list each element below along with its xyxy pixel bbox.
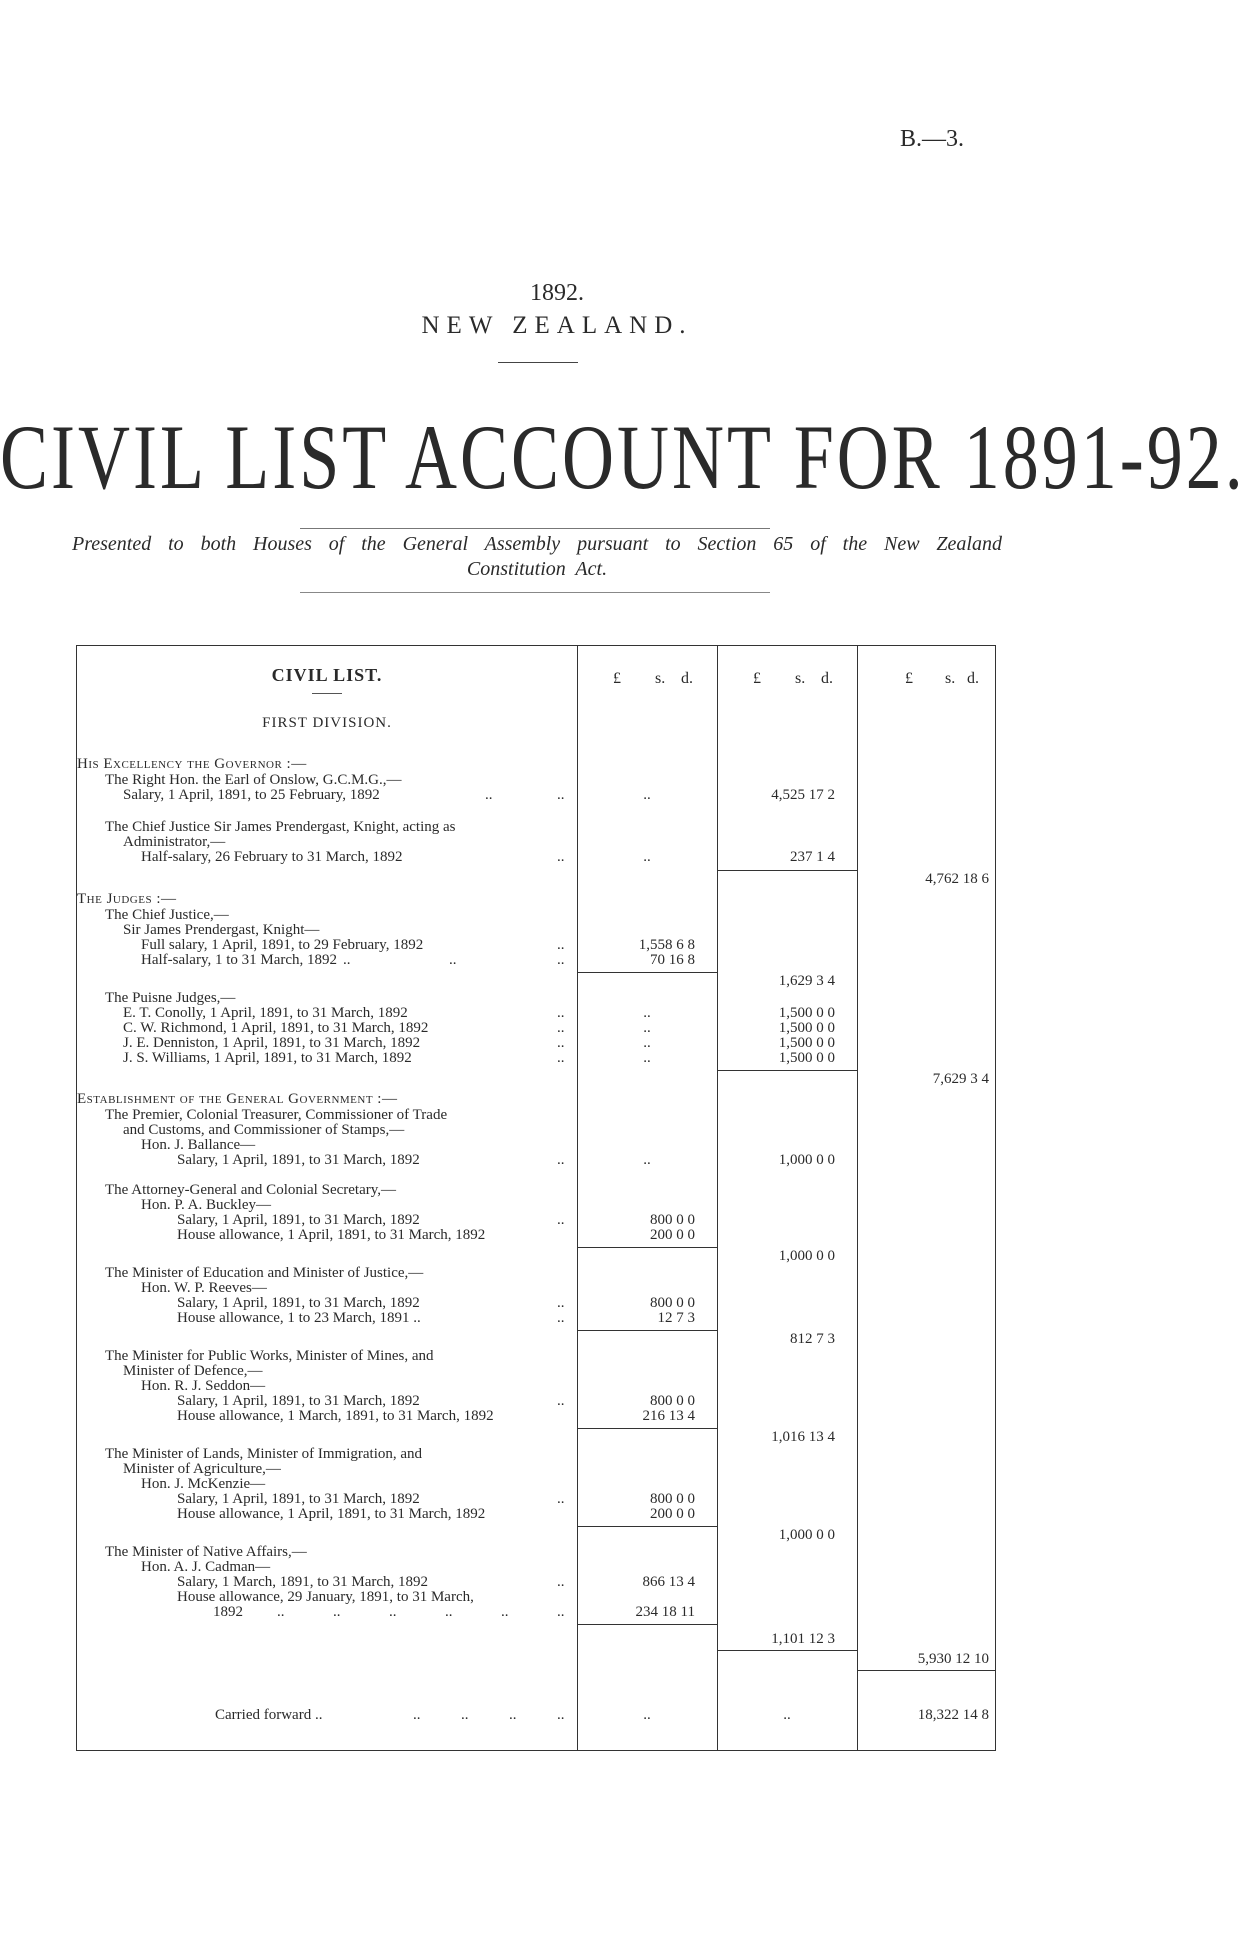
amount-total: 7,629 3 4 xyxy=(932,1071,989,1087)
entry-text: C. W. Richmond, 1 April, 1891, to 31 March, 1892 xyxy=(123,1020,429,1036)
sum-rule xyxy=(577,972,717,973)
leader-dots: .. xyxy=(557,1707,565,1723)
leader-dots: .. xyxy=(557,1005,565,1021)
entry-text: Half-salary, 1 to 31 March, 1892 xyxy=(141,952,338,968)
amount: 866 13 4 xyxy=(642,1574,695,1590)
amount: 812 7 3 xyxy=(790,1331,835,1347)
leader-dots: .. xyxy=(557,1491,565,1507)
leader-dots: .. xyxy=(643,1005,651,1021)
sum-rule xyxy=(577,1428,717,1429)
leader-dots: .. xyxy=(389,1604,397,1620)
section-heading: His Excellency the Governor :— xyxy=(77,756,307,772)
entry-text: House allowance, 29 January, 1891, to 31 March, xyxy=(177,1589,474,1605)
entry-text: The Minister of Education and Minister of Justice,— xyxy=(105,1265,424,1281)
amount: 1,500 0 0 xyxy=(778,1020,835,1036)
leader-dots: .. xyxy=(557,1310,565,1326)
amount: 234 18 11 xyxy=(635,1604,695,1620)
col-header-pounds: £ xyxy=(905,670,913,687)
leader-dots: .. xyxy=(557,1212,565,1228)
amount-total: 5,930 12 10 xyxy=(917,1651,989,1667)
carried-forward-label: Carried forward .. xyxy=(215,1707,323,1723)
entry-text: J. E. Denniston, 1 April, 1891, to 31 March, 1892 xyxy=(123,1035,421,1051)
amount: 1,101 12 3 xyxy=(771,1631,835,1647)
amount: 1,000 0 0 xyxy=(778,1527,835,1543)
presented-note: Presented to both Houses of the General Assembly pursuant to Section 65 of the New Zealand Constitution Act. xyxy=(72,533,1002,580)
amount: 200 0 0 xyxy=(650,1227,695,1243)
entry-text: and Customs, and Commissioner of Stamps,— xyxy=(123,1122,405,1138)
sum-rule xyxy=(717,1650,857,1651)
leader-dots: .. xyxy=(413,1707,421,1723)
amount: 1,500 0 0 xyxy=(778,1005,835,1021)
leader-dots: .. xyxy=(783,1707,791,1723)
sum-rule xyxy=(717,1070,857,1071)
col-header-pounds: £ xyxy=(613,670,621,687)
entry-text: Salary, 1 April, 1891, to 31 March, 1892 xyxy=(177,1152,420,1168)
amount: 1,629 3 4 xyxy=(778,973,835,989)
leader-dots: .. xyxy=(643,787,651,803)
amount: 1,000 0 0 xyxy=(778,1152,835,1168)
leader-dots: .. xyxy=(557,1050,565,1066)
entry-text: Salary, 1 April, 1891, to 31 March, 1892 xyxy=(177,1393,420,1409)
leader-dots: .. xyxy=(643,1050,651,1066)
entry-text: Sir James Prendergast, Knight— xyxy=(123,922,320,938)
amount-carried-forward: 18,322 14 8 xyxy=(917,1707,989,1723)
col-header-shillings: s. xyxy=(945,670,956,687)
leader-dots: .. xyxy=(557,1152,565,1168)
entry-text: The Chief Justice Sir James Prendergast, Knight, acting as xyxy=(105,819,456,835)
entry-text: Salary, 1 March, 1891, to 31 March, 1892 xyxy=(177,1574,429,1590)
entry-text: The Minister of Native Affairs,— xyxy=(105,1544,307,1560)
leader-dots: .. xyxy=(485,787,493,803)
leader-dots: .. xyxy=(557,1393,565,1409)
leader-dots: .. xyxy=(557,937,565,953)
page-title: CIVIL LIST ACCOUNT FOR 1891-92. xyxy=(0,406,1246,509)
entry-text: Hon. R. J. Seddon— xyxy=(141,1378,266,1394)
sum-rule xyxy=(577,1330,717,1331)
entry-text: Salary, 1 April, 1891, to 31 March, 1892 xyxy=(177,1295,420,1311)
col-header-shillings: s. xyxy=(655,670,666,687)
entry-text: The Right Hon. the Earl of Onslow, G.C.M.G.,— xyxy=(105,772,402,788)
divider xyxy=(300,592,770,593)
entry-text: The Puisne Judges,— xyxy=(105,990,236,1006)
leader-dots: .. xyxy=(557,1604,565,1620)
leader-dots: .. xyxy=(445,1604,453,1620)
amount: 1,016 13 4 xyxy=(771,1429,835,1445)
leader-dots: .. xyxy=(643,1707,651,1723)
entry-text: Hon. P. A. Buckley— xyxy=(141,1197,272,1213)
entry-text: 1892 xyxy=(213,1604,243,1620)
col-header-pounds: £ xyxy=(753,670,761,687)
sum-rule xyxy=(577,1624,717,1625)
entry-text: Salary, 1 April, 1891, to 31 March, 1892 xyxy=(177,1491,420,1507)
divider xyxy=(312,693,342,694)
leader-dots: .. xyxy=(643,1035,651,1051)
leader-dots: .. xyxy=(643,849,651,865)
country-name: NEW ZEALAND. xyxy=(421,312,693,339)
leader-dots: .. xyxy=(509,1707,517,1723)
entry-text: Minister of Defence,— xyxy=(123,1363,263,1379)
amount: 1,000 0 0 xyxy=(778,1248,835,1264)
col-header-pence: d. xyxy=(967,670,979,687)
leader-dots: .. xyxy=(501,1604,509,1620)
division-heading: FIRST DIVISION. xyxy=(262,715,392,731)
entry-text: Hon. J. Ballance— xyxy=(141,1137,256,1153)
divider xyxy=(300,528,770,529)
sum-rule xyxy=(857,1670,995,1671)
document-year: 1892. xyxy=(530,280,584,306)
leader-dots: .. xyxy=(643,1020,651,1036)
entry-text: Administrator,— xyxy=(123,834,226,850)
leader-dots: .. xyxy=(557,787,565,803)
entry-text: The Chief Justice,— xyxy=(105,907,229,923)
leader-dots: .. xyxy=(461,1707,469,1723)
sum-rule xyxy=(577,1526,717,1527)
leader-dots: .. xyxy=(333,1604,341,1620)
amount: 4,525 17 2 xyxy=(771,787,835,803)
document-reference: B.—3. xyxy=(900,126,965,152)
leader-dots: .. xyxy=(643,1152,651,1168)
amount-total: 4,762 18 6 xyxy=(925,871,989,887)
leader-dots: .. xyxy=(277,1604,285,1620)
entry-text: House allowance, 1 March, 1891, to 31 March, 1892 xyxy=(177,1408,494,1424)
entry-text: Salary, 1 April, 1891, to 31 March, 1892 xyxy=(177,1212,420,1228)
column-divider xyxy=(717,646,718,1750)
leader-dots: .. xyxy=(557,952,565,968)
amount: 200 0 0 xyxy=(650,1506,695,1522)
entry-text: The Premier, Colonial Treasurer, Commissioner of Trade xyxy=(105,1107,448,1123)
entry-text: House allowance, 1 April, 1891, to 31 March, 1892 xyxy=(177,1506,486,1522)
amount: 237 1 4 xyxy=(790,849,835,865)
entry-text: J. S. Williams, 1 April, 1891, to 31 March, 1892 xyxy=(123,1050,412,1066)
amount: 800 0 0 xyxy=(650,1491,695,1507)
section-heading: The Judges :— xyxy=(77,891,177,907)
leader-dots: .. xyxy=(557,1295,565,1311)
entry-text: Half-salary, 26 February to 31 March, 1892 xyxy=(141,849,403,865)
leader-dots: .. xyxy=(557,1020,565,1036)
entry-text: Full salary, 1 April, 1891, to 29 February, 1892 xyxy=(141,937,424,953)
col-header-shillings: s. xyxy=(795,670,806,687)
leader-dots: .. xyxy=(557,1574,565,1590)
amount: 800 0 0 xyxy=(650,1212,695,1228)
entry-text: The Attorney-General and Colonial Secretary,— xyxy=(105,1182,397,1198)
leader-dots: .. xyxy=(557,849,565,865)
amount: 1,500 0 0 xyxy=(778,1035,835,1051)
amount: 70 16 8 xyxy=(650,952,695,968)
amount: 1,558 6 8 xyxy=(638,937,695,953)
entry-text: Salary, 1 April, 1891, to 25 February, 1892 xyxy=(123,787,380,803)
col-header-pence: d. xyxy=(821,670,833,687)
entry-text: Minister of Agriculture,— xyxy=(123,1461,281,1477)
entry-text: Hon. W. P. Reeves— xyxy=(141,1280,267,1296)
column-divider xyxy=(857,646,858,1750)
entry-text: E. T. Conolly, 1 April, 1891, to 31 March, 1892 xyxy=(123,1005,408,1021)
amount: 216 13 4 xyxy=(642,1408,695,1424)
entry-text: The Minister of Lands, Minister of Immigration, and xyxy=(105,1446,423,1462)
leader-dots: .. xyxy=(343,952,351,968)
col-header-pence: d. xyxy=(681,670,693,687)
table-heading: CIVIL LIST. xyxy=(271,665,383,685)
entry-text: Hon. A. J. Cadman— xyxy=(141,1559,271,1575)
leader-dots: .. xyxy=(557,1035,565,1051)
amount: 12 7 3 xyxy=(657,1310,695,1326)
sum-rule xyxy=(577,1247,717,1248)
section-heading: Establishment of the General Government :— xyxy=(77,1091,398,1107)
entry-text: Hon. J. McKenzie— xyxy=(141,1476,266,1492)
amount: 800 0 0 xyxy=(650,1393,695,1409)
entry-text: The Minister for Public Works, Minister of Mines, and xyxy=(105,1348,434,1364)
entry-text: House allowance, 1 to 23 March, 1891 .. xyxy=(177,1310,421,1326)
divider xyxy=(498,362,578,363)
entry-text: House allowance, 1 April, 1891, to 31 March, 1892 xyxy=(177,1227,486,1243)
civil-list-table xyxy=(76,645,996,1751)
amount: 1,500 0 0 xyxy=(778,1050,835,1066)
sum-rule xyxy=(717,870,857,871)
amount: 800 0 0 xyxy=(650,1295,695,1311)
leader-dots: .. xyxy=(449,952,457,968)
